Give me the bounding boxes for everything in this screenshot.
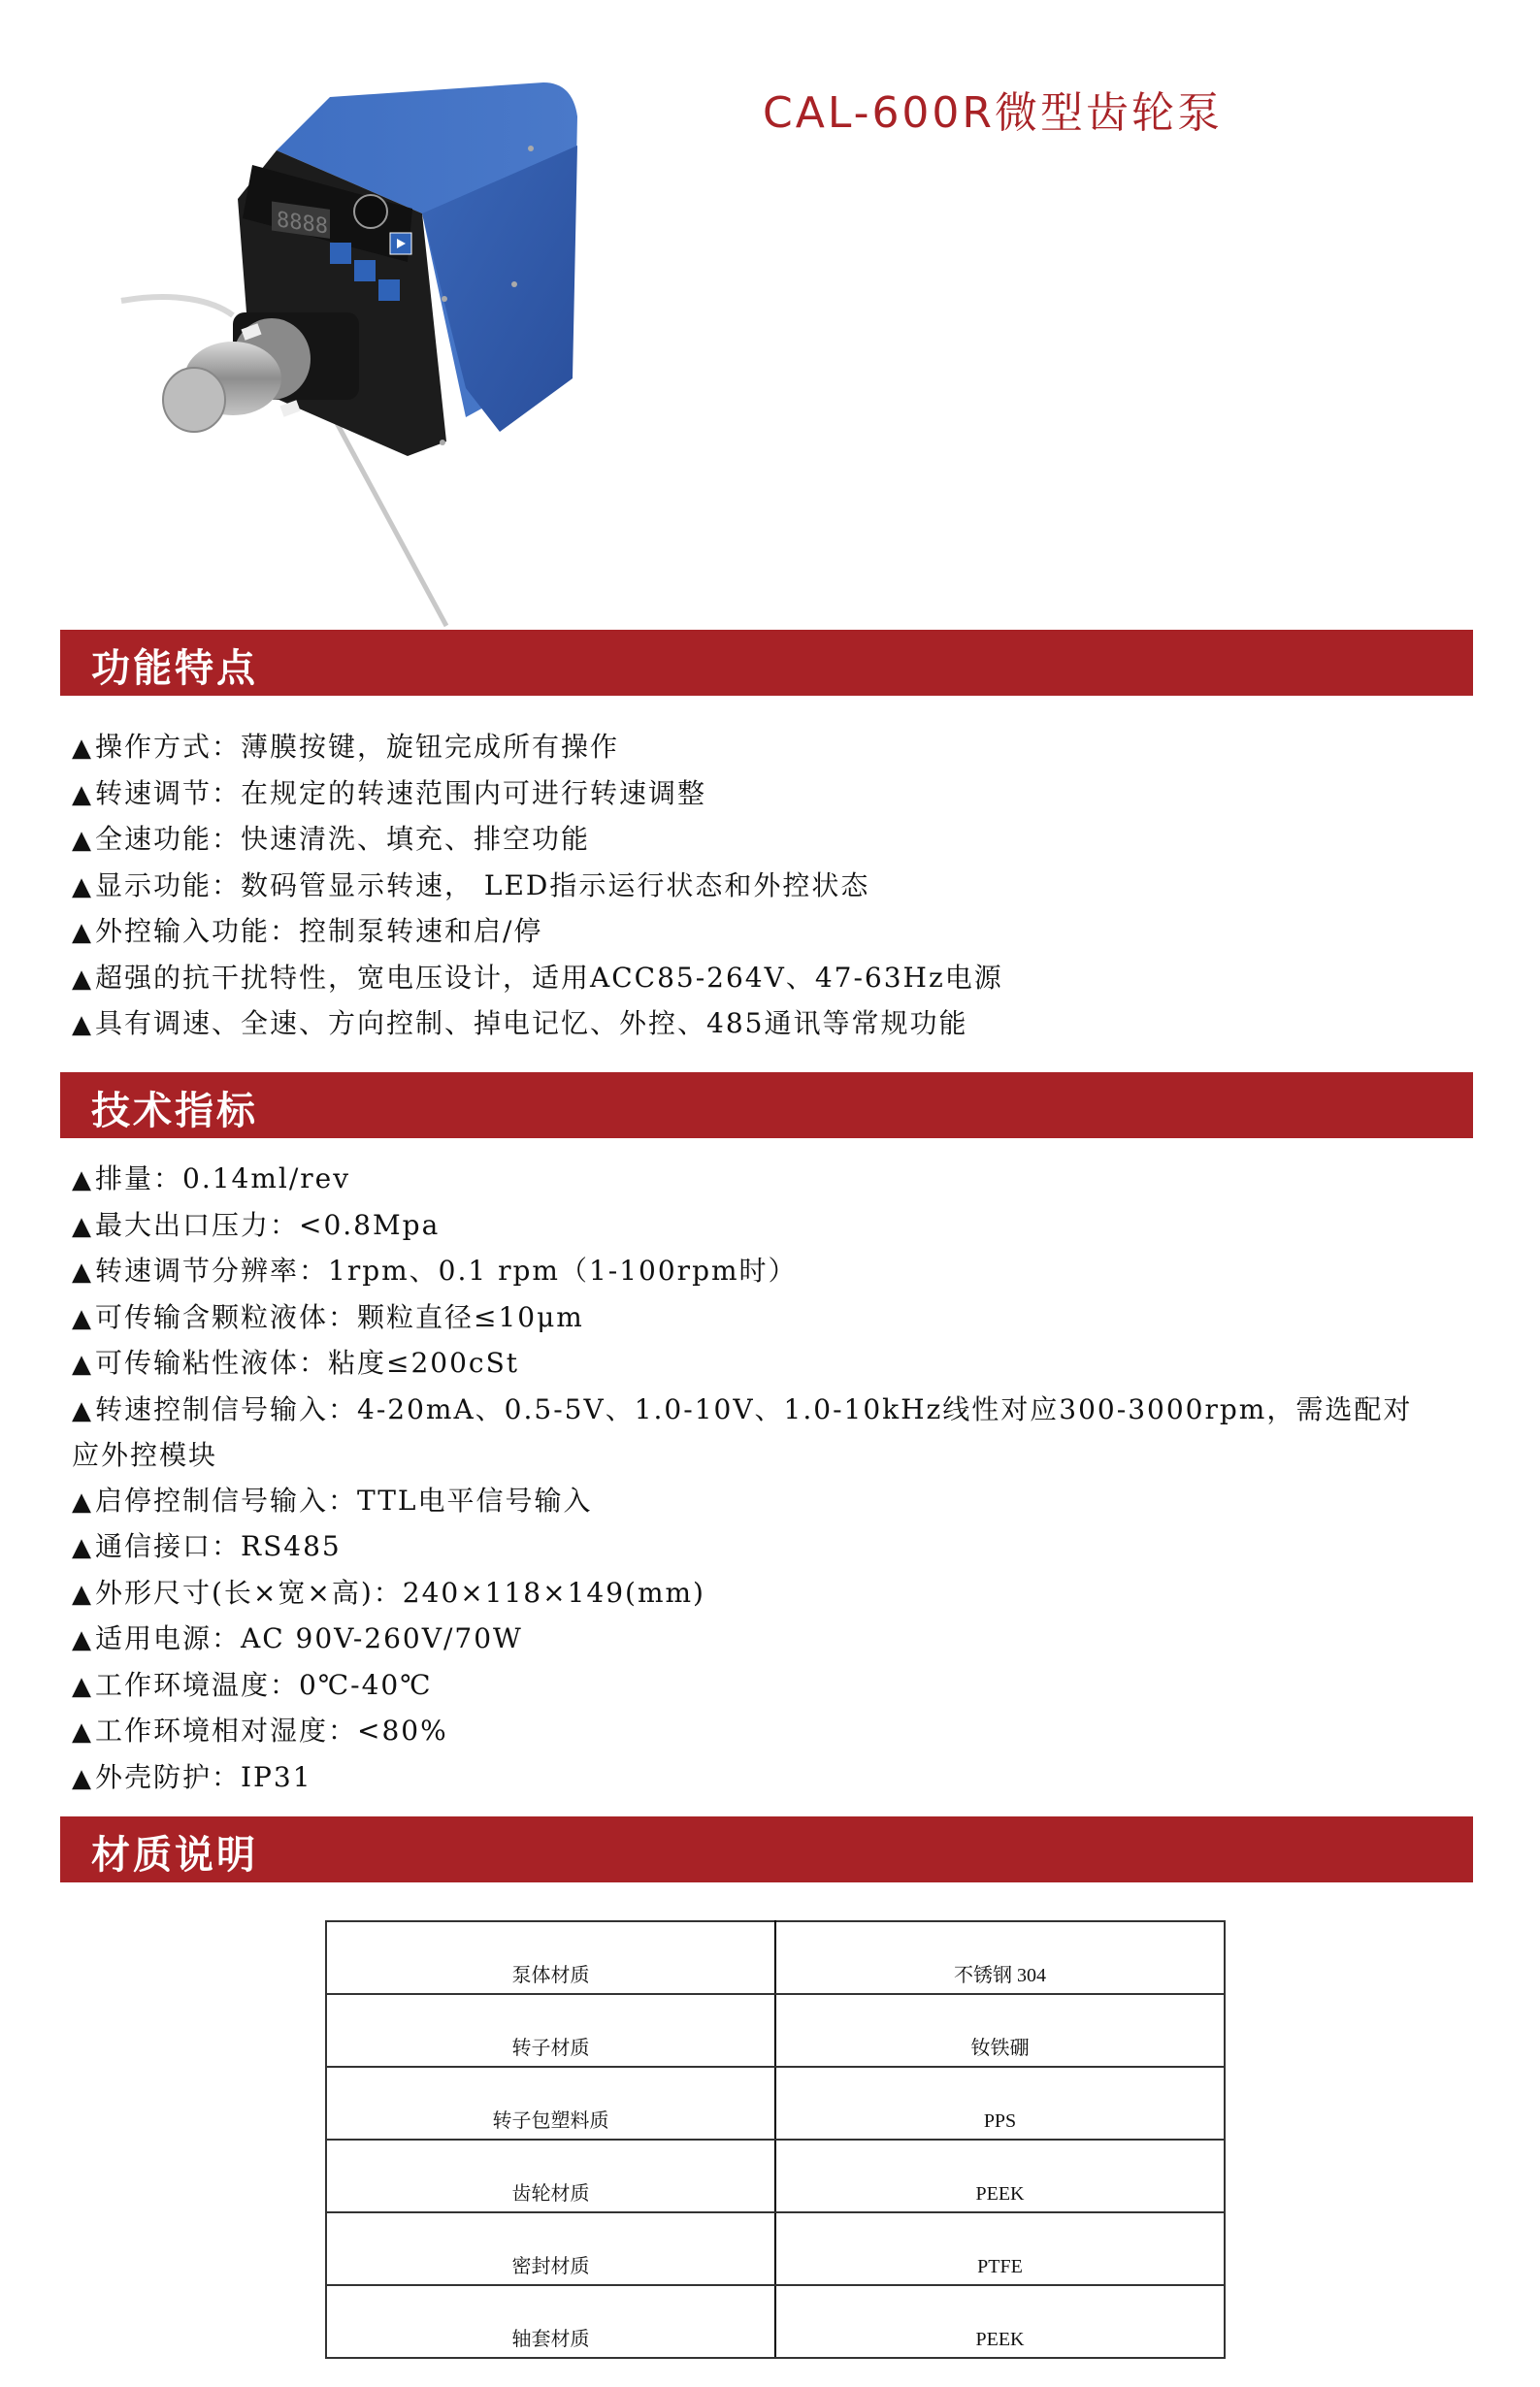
triangle-bullet-icon: ▲ bbox=[72, 1717, 93, 1747]
product-title: CAL-600R微型齿轮泵 bbox=[763, 88, 1223, 138]
triangle-bullet-icon: ▲ bbox=[72, 918, 93, 947]
list-item: ▲最大出口压力：<0.8Mpa bbox=[72, 1208, 441, 1241]
materials-table bbox=[325, 1920, 1226, 2359]
material-value: PPS bbox=[775, 2067, 1225, 2140]
section-banner-specs bbox=[60, 1072, 1473, 1138]
triangle-bullet-icon: ▲ bbox=[72, 1165, 93, 1194]
triangle-bullet-icon: ▲ bbox=[72, 1625, 93, 1654]
table-row bbox=[326, 2285, 1225, 2358]
section-title-materials: 材质说明 bbox=[91, 1833, 258, 1878]
list-item: ▲全速功能：快速清洗、填充、排空功能 bbox=[72, 823, 591, 855]
section-title-features: 功能特点 bbox=[91, 646, 258, 691]
triangle-bullet-icon: ▲ bbox=[72, 1579, 93, 1609]
section-banner-materials bbox=[60, 1816, 1473, 1882]
material-value: 钕铁硼 bbox=[775, 1994, 1225, 2067]
material-value: 不锈钢 304 bbox=[775, 1921, 1225, 1994]
list-item: ▲启停控制信号输入：TTL电平信号输入 bbox=[72, 1484, 593, 1517]
product-photo bbox=[116, 58, 660, 631]
triangle-bullet-icon: ▲ bbox=[72, 1671, 93, 1701]
list-item: ▲外形尺寸(长×宽×高)：240×118×149(mm) bbox=[72, 1576, 705, 1609]
material-part: 齿轮材质 bbox=[326, 2140, 775, 2212]
specs-list bbox=[72, 1157, 1430, 1801]
list-item: ▲具有调速、全速、方向控制、掉电记忆、外控、485通讯等常规功能 bbox=[72, 1007, 968, 1039]
material-value: PTFE bbox=[775, 2212, 1225, 2285]
list-item: ▲外壳防护：IP31 bbox=[72, 1760, 312, 1793]
triangle-bullet-icon: ▲ bbox=[72, 1487, 93, 1517]
triangle-bullet-icon: ▲ bbox=[72, 1395, 93, 1425]
triangle-bullet-icon: ▲ bbox=[72, 871, 93, 901]
section-banner-features bbox=[60, 630, 1473, 696]
list-item: ▲转速控制信号输入：4-20mA、0.5-5V、1.0-10V、1.0-10kHz线性对应300-3000rpm，需选配对应外控模块 bbox=[72, 1392, 1413, 1471]
material-part: 密封材质 bbox=[326, 2212, 775, 2285]
list-item: ▲转速调节分辨率：1rpm、0.1 rpm（1-100rpm时） bbox=[72, 1255, 798, 1287]
list-item: ▲通信接口：RS485 bbox=[72, 1530, 342, 1562]
material-part: 泵体材质 bbox=[326, 1921, 775, 1994]
list-item: ▲转速调节：在规定的转速范围内可进行转速调整 bbox=[72, 776, 707, 809]
list-item: ▲超强的抗干扰特性，宽电压设计，适用ACC85-264V、47-63Hz电源 bbox=[72, 961, 1003, 994]
list-item: ▲外控输入功能：控制泵转速和启/停 bbox=[72, 915, 543, 947]
features-list bbox=[72, 725, 1003, 1048]
table-row bbox=[326, 2140, 1225, 2212]
triangle-bullet-icon: ▲ bbox=[72, 1010, 93, 1039]
table-row bbox=[326, 2067, 1225, 2140]
list-item: ▲排量：0.14ml/rev bbox=[72, 1162, 351, 1194]
triangle-bullet-icon: ▲ bbox=[72, 779, 93, 809]
triangle-bullet-icon: ▲ bbox=[72, 1258, 93, 1287]
table-row bbox=[326, 1921, 1225, 1994]
triangle-bullet-icon: ▲ bbox=[72, 826, 93, 855]
table-row bbox=[326, 2212, 1225, 2285]
material-part: 轴套材质 bbox=[326, 2285, 775, 2358]
triangle-bullet-icon: ▲ bbox=[72, 734, 93, 763]
triangle-bullet-icon: ▲ bbox=[72, 1211, 93, 1241]
material-value: PEEK bbox=[775, 2140, 1225, 2212]
triangle-bullet-icon: ▲ bbox=[72, 1303, 93, 1333]
triangle-bullet-icon: ▲ bbox=[72, 1350, 93, 1379]
triangle-bullet-icon: ▲ bbox=[72, 964, 93, 994]
triangle-bullet-icon: ▲ bbox=[72, 1533, 93, 1562]
list-item: ▲可传输含颗粒液体：颗粒直径≤10μm bbox=[72, 1300, 584, 1333]
list-item: ▲显示功能：数码管显示转速， LED指示运行状态和外控状态 bbox=[72, 868, 870, 901]
list-item: ▲适用电源：AC 90V-260V/70W bbox=[72, 1622, 523, 1654]
list-item: ▲操作方式：薄膜按键，旋钮完成所有操作 bbox=[72, 731, 620, 763]
material-value: PEEK bbox=[775, 2285, 1225, 2358]
list-item: ▲可传输粘性液体：粘度≤200cSt bbox=[72, 1347, 520, 1379]
table-row bbox=[326, 1994, 1225, 2067]
material-part: 转子包塑料质 bbox=[326, 2067, 775, 2140]
triangle-bullet-icon: ▲ bbox=[72, 1763, 93, 1793]
section-title-specs: 技术指标 bbox=[91, 1089, 258, 1133]
svg-text:8888: 8888 bbox=[277, 207, 328, 240]
material-part: 转子材质 bbox=[326, 1994, 775, 2067]
list-item: ▲工作环境温度：0℃-40℃ bbox=[72, 1668, 433, 1701]
list-item: ▲工作环境相对湿度：<80% bbox=[72, 1715, 448, 1747]
